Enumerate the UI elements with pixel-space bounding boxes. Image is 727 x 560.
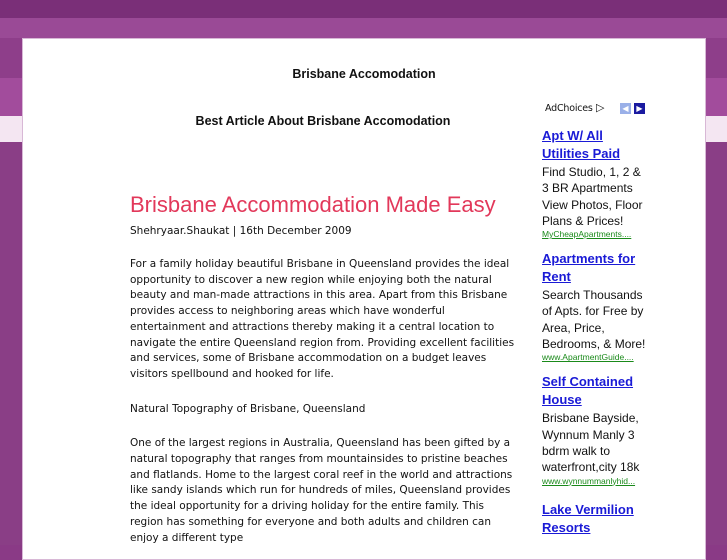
ad-title-link[interactable]: Apartments for Rent bbox=[542, 251, 636, 285]
article-paragraph: For a family holiday beautiful Brisbane in Queensland provides the ideal opportunity to discover a new region while enjoying both the natural beauty and man-made attractions in this area. Apart from this Brisbane provides access to neighboring areas which have wonderful entertainment and attractions thereby making it a central location to navigate the entire Queensland region from. Providing excellent facilities and services, some of Brisbane accommodation on a budget leaves visitors spellbound and hooked for life. bbox=[130, 258, 515, 380]
ad-item bbox=[542, 250, 648, 363]
ad-title-link[interactable]: Apt W/ All Utilities Paid bbox=[542, 128, 621, 161]
header-band-top bbox=[0, 0, 727, 18]
ad-item bbox=[542, 501, 648, 537]
ad-title-link[interactable]: Self Contained House bbox=[542, 374, 634, 408]
ad-prev-button[interactable]: ◀ bbox=[620, 103, 631, 114]
ad-description: Brisbane Bayside, Wynnum Manly 3 bdrm walk to waterfront,city 18k bbox=[542, 411, 640, 475]
header-band-2 bbox=[0, 18, 727, 38]
ad-sidebar bbox=[542, 101, 648, 537]
ad-url-link[interactable]: MyCheapApartments.... bbox=[542, 229, 632, 240]
adchoices-label[interactable]: AdChoices bbox=[545, 103, 593, 114]
article-subheading: Natural Topography of Brisbane, Queensland bbox=[130, 402, 366, 415]
ad-item bbox=[542, 127, 648, 240]
content-card bbox=[22, 38, 706, 560]
article-byline: Shehryaar.Shaukat | 16th December 2009 bbox=[130, 225, 352, 237]
ad-description: Find Studio, 1, 2 & 3 BR Apartments View Photos, Floor Plans & Prices! bbox=[542, 165, 643, 228]
site-title: Brisbane Accomodation bbox=[292, 67, 436, 81]
site-tagline: Best Article About Brisbane Accomodation bbox=[195, 114, 451, 128]
article-title[interactable]: Brisbane Accommodation Made Easy bbox=[130, 192, 496, 217]
ad-description: Search Thousands of Apts. for Free by Area, Price, Bedrooms, & More! bbox=[542, 288, 646, 352]
ad-url-link[interactable]: www.wynnummanlyhid... bbox=[542, 475, 636, 486]
article-paragraph: One of the largest regions in Australia, Queensland has been gifted by a natural topography that ranges from mountainsides to pristine beaches and flatlands. Home to the largest coral reef in the world and attractions like sandy islands which run for hundreds of miles, Queensland provides the ideal opportunity for a driving holiday for the entire family. This region has something for everyone and both adults and children can enjoy a different type bbox=[130, 437, 513, 544]
ad-item bbox=[542, 373, 648, 486]
ad-title-link[interactable]: Lake Vermilion Resorts bbox=[542, 501, 634, 535]
ad-next-button[interactable]: ▶ bbox=[634, 103, 645, 114]
adchoices-bar bbox=[542, 101, 648, 117]
article bbox=[130, 190, 518, 546]
ad-url-link[interactable]: www.ApartmentGuide.... bbox=[542, 352, 634, 363]
adchoices-icon[interactable]: ▷ bbox=[596, 101, 605, 114]
